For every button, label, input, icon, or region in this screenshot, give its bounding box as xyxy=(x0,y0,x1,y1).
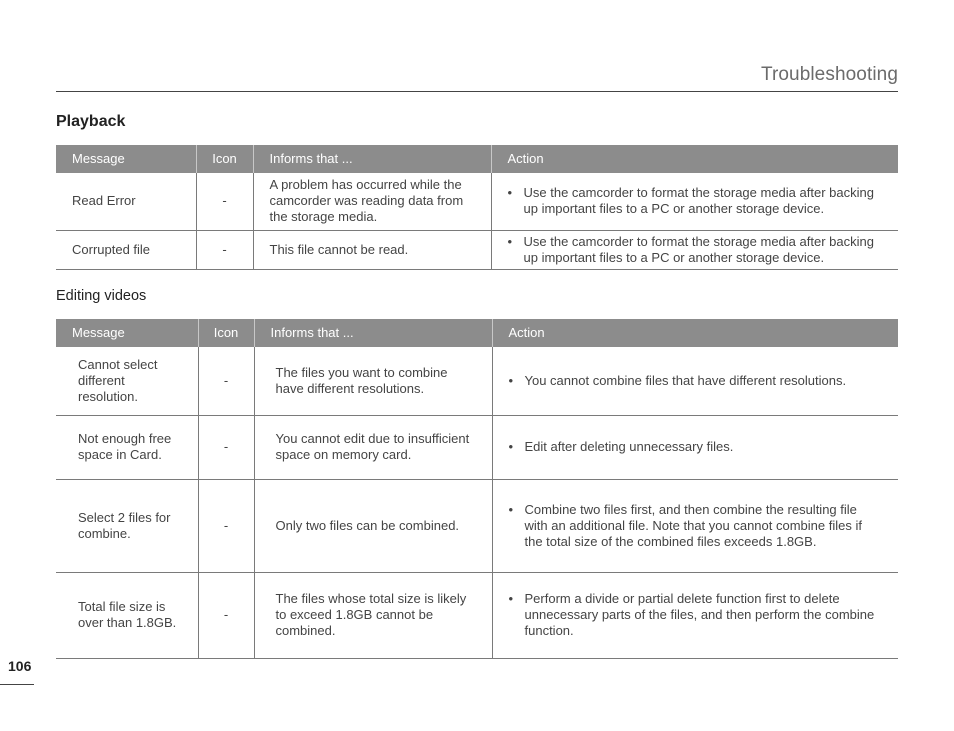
header-divider xyxy=(56,91,898,92)
column-header-icon: Icon xyxy=(198,319,254,347)
section-title-editing-videos: Editing videos xyxy=(56,288,147,304)
message-cell: Read Error xyxy=(56,173,196,230)
page-number-divider xyxy=(0,684,34,685)
action-cell xyxy=(492,572,898,658)
action-item: • Use the camcorder to format the storage media after backing up important files to a PC or another storage device. xyxy=(508,234,883,266)
informs-cell: Only two files can be combined. xyxy=(254,479,492,572)
message-cell: Total file size is over than 1.8GB. xyxy=(56,572,198,658)
column-header-icon: Icon xyxy=(196,145,253,173)
action-cell xyxy=(492,479,898,572)
action-item: • Edit after deleting unnecessary files. xyxy=(509,439,883,455)
informs-cell: A problem has occurred while the camcorder was reading data from the storage media. xyxy=(253,173,491,230)
column-header-message: Message xyxy=(56,319,198,347)
action-item: • Perform a divide or partial delete function first to delete unnecessary parts of the files, and then perform the combine function. xyxy=(509,591,883,639)
icon-cell: - xyxy=(196,230,253,269)
table-header-row xyxy=(56,319,898,347)
playback-table xyxy=(56,145,898,270)
informs-cell: This file cannot be read. xyxy=(253,230,491,269)
column-header-informs: Informs that ... xyxy=(254,319,492,347)
table-header-row xyxy=(56,145,898,173)
icon-cell: - xyxy=(196,173,253,230)
table-row xyxy=(56,572,898,658)
column-header-informs: Informs that ... xyxy=(253,145,491,173)
table-row xyxy=(56,230,898,269)
column-header-action: Action xyxy=(491,145,898,173)
action-item: • You cannot combine files that have different resolutions. xyxy=(509,373,883,389)
section-title-playback: Playback xyxy=(56,113,126,130)
action-cell xyxy=(491,230,898,269)
table-row xyxy=(56,479,898,572)
editing-videos-table xyxy=(56,319,898,659)
table-row xyxy=(56,173,898,230)
table-row xyxy=(56,347,898,415)
action-item: • Use the camcorder to format the storage media after backing up important files to a PC or another storage device. xyxy=(508,185,883,217)
message-cell: Not enough free space in Card. xyxy=(56,415,198,479)
page-number: 106 xyxy=(8,658,32,674)
icon-cell: - xyxy=(198,572,254,658)
chapter-title: Troubleshooting xyxy=(760,64,898,85)
informs-cell: The files you want to combine have different resolutions. xyxy=(254,347,492,415)
informs-cell: You cannot edit due to insufficient space on memory card. xyxy=(254,415,492,479)
icon-cell: - xyxy=(198,415,254,479)
action-cell xyxy=(491,173,898,230)
icon-cell: - xyxy=(198,347,254,415)
column-header-message: Message xyxy=(56,145,196,173)
table-row xyxy=(56,415,898,479)
action-item: • Combine two files first, and then combine the resulting file with an additional file. Note that you cannot combine files if the total size of the combined files exceeds 1.8GB. xyxy=(509,502,883,550)
icon-cell: - xyxy=(198,479,254,572)
action-cell xyxy=(492,347,898,415)
message-cell: Select 2 files for combine. xyxy=(56,479,198,572)
column-header-action: Action xyxy=(492,319,898,347)
message-cell: Cannot select different resolution. xyxy=(56,347,198,415)
informs-cell: The files whose total size is likely to exceed 1.8GB cannot be combined. xyxy=(254,572,492,658)
action-cell xyxy=(492,415,898,479)
message-cell: Corrupted file xyxy=(56,230,196,269)
